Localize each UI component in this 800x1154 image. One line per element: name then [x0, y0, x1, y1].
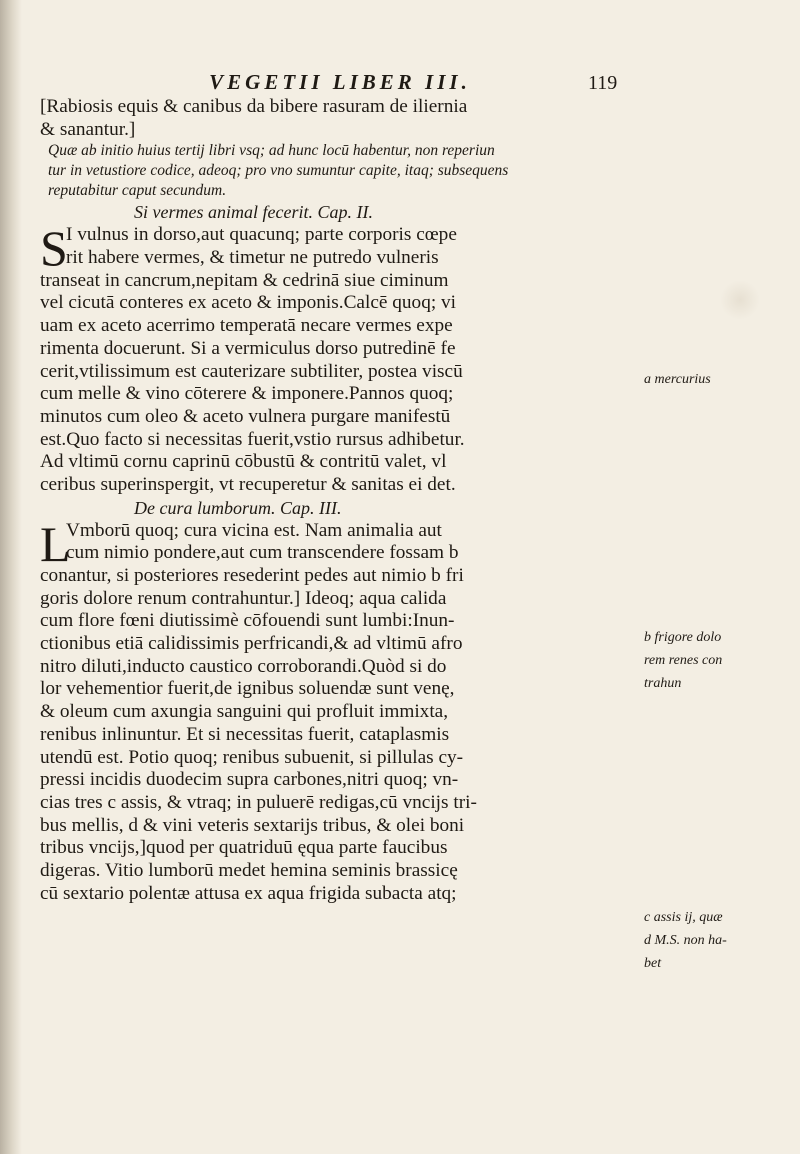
margin-note: d M.S. non ha-	[644, 933, 727, 948]
chapter-heading: Si vermes animal fecerit. Cap. II.	[134, 202, 373, 223]
editorial-note-line: tur in vetustiore codice, adeoq; pro vno sumuntur capite, itaq; subsequens	[48, 162, 509, 180]
text-line: tribus vncijs,]quod per quatriduū ęqua parte faucibus	[40, 837, 448, 859]
text-line: minutos cum oleo & aceto vulnera purgare manifestū	[40, 405, 451, 427]
text-line: conantur, si posteriores resederint pedes aut nimio b fri	[40, 565, 464, 586]
page-number: 119	[588, 72, 618, 94]
text-line: cias tres c assis, & vtraq; in puluerē redigas,cū vncijs tri-	[40, 791, 477, 813]
book-spine-shadow	[0, 0, 22, 1154]
text-line: Ad vltimū cornu caprinū cōbustū & contritū valet, vl	[40, 451, 447, 473]
text-line: lor vehementior fuerit,de ignibus soluendæ sunt venę,	[40, 678, 455, 700]
text-line: cum nimio pondere,aut cum transcendere fossam b	[66, 542, 459, 564]
text-line: vel cicutā conteres ex aceto & imponis.Calcē quoq; vi	[40, 292, 457, 314]
chapter-body	[40, 515, 640, 906]
text-line: & sanantur.]	[40, 118, 136, 140]
text-line: & oleum cum axungia sanguini qui profluit immixta,	[40, 701, 449, 723]
text-line: cum melle & vino cōterere & imponere.Pannos quoq;	[40, 383, 454, 405]
chapter-body	[40, 220, 640, 496]
editorial-note-line: reputabitur caput secundum.	[48, 182, 227, 200]
text-line: digeras. Vitio lumborū medet hemina seminis brassicę	[40, 859, 458, 881]
text-line: I vulnus in dorso,aut quacunq; parte corporis cœpe	[66, 224, 457, 246]
text-line: pressi incidis duodecim supra carbones,nitri quoq; vn-	[40, 769, 459, 791]
text-line: Vmborū quoq; cura vicina est. Nam animalia aut	[66, 519, 442, 541]
text-line: est.Quo facto si necessitas fuerit,vstio rursus adhibetur.	[40, 428, 465, 450]
margin-note: rem renes con	[644, 653, 723, 668]
main-text	[40, 96, 640, 905]
text-line: rimenta docuerunt. Si a vermiculus dorso putredinē fe	[40, 337, 456, 359]
text-line: ceribus superinspergit, vt recuperetur & sanitas ei det.	[40, 473, 456, 495]
text-line: nitro diluti,inducto caustico corroborandi.Quòd si do	[40, 655, 447, 677]
editorial-note-line: Quæ ab initio huius tertij libri vsq; ad hunc locū habentur, non reperiun	[48, 142, 495, 160]
running-title: VEGETII LIBER III.	[209, 70, 471, 94]
margin-note: a mercurius	[644, 372, 711, 387]
paper-stain	[720, 280, 760, 320]
text-line: [Rabiosis equis & canibus da bibere rasuram de iliernia	[40, 96, 468, 117]
drop-cap: S	[40, 220, 68, 277]
margin-note: b frigore dolo	[644, 630, 722, 645]
text-line: uam ex aceto acerrimo temperatā necare vermes expe	[40, 315, 453, 337]
text-line: cū sextario polentæ attusa ex aqua frigida subacta atq;	[40, 882, 457, 904]
text-line: transeat in cancrum,nepitam & cedrinā siue ciminum	[40, 269, 449, 291]
text-line: ctionibus etiā calidissimis perfricandi,& ad vltimū afro	[40, 633, 463, 655]
chapter-heading: De cura lumborum. Cap. III.	[134, 497, 342, 518]
drop-cap: L	[40, 515, 71, 572]
text-line: goris dolore renum contrahuntur.] Ideoq; aqua calida	[40, 587, 447, 609]
text-line: utendū est. Potio quoq; renibus subuenit, si pillulas cy-	[40, 746, 464, 768]
text-line: bus mellis, d & vini veteris sextarijs tribus, & olei boni	[40, 814, 465, 836]
text-line: cerit,vtilissimum est cauterizare subtiliter, postea viscū	[40, 360, 463, 382]
margin-note: trahun	[644, 676, 682, 691]
text-line: renibus inlinuntur. Et si necessitas fuerit, cataplasmis	[40, 723, 450, 745]
margin-note: bet	[644, 956, 662, 971]
margin-note: c assis ij, quæ	[644, 910, 723, 925]
text-line: rit habere vermes, & timetur ne putredo vulneris	[66, 247, 439, 269]
text-line: cum flore fœni diutissimè cōfouendi sunt lumbi:Inun-	[40, 610, 455, 632]
